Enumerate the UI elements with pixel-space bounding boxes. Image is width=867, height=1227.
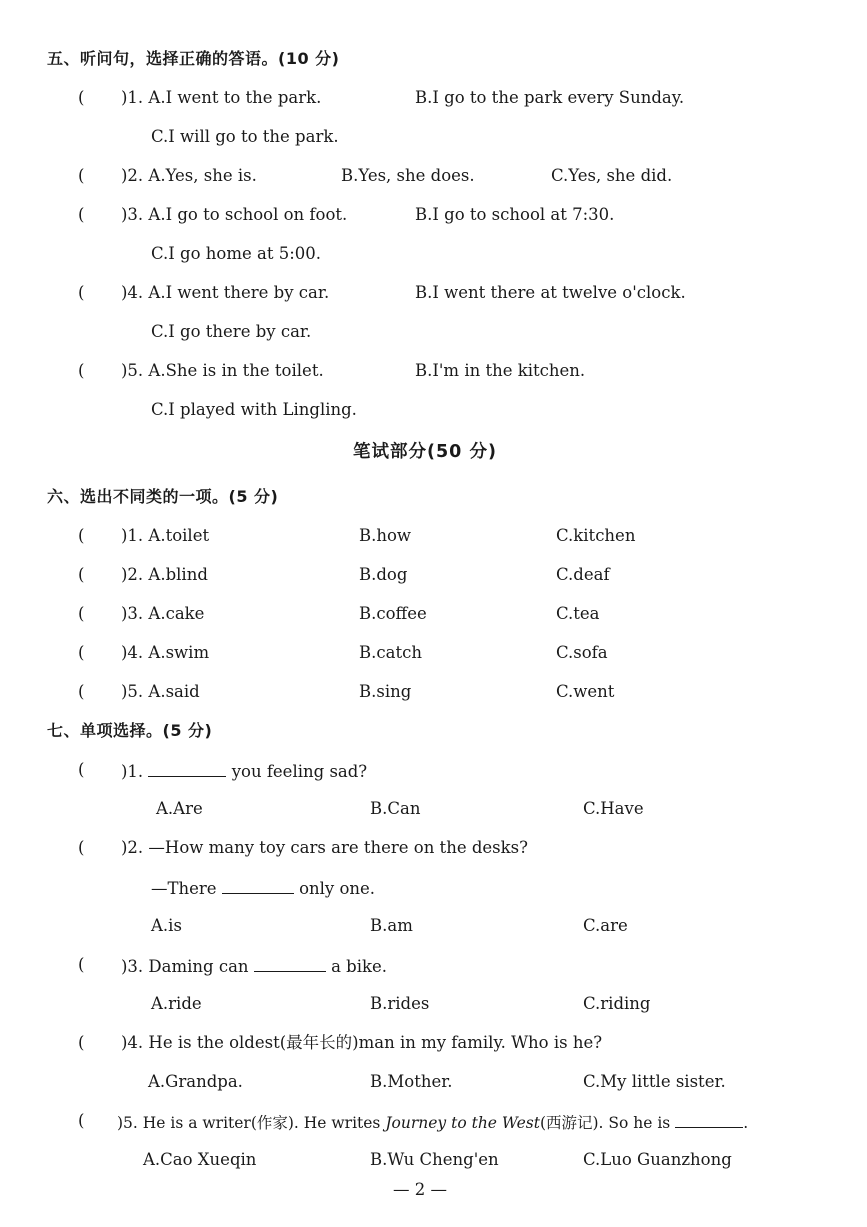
page-number: — 2 — [393,1180,447,1199]
s7-q3-prefix: )3. Daming can [121,957,249,976]
s7-q2-a: A.is [151,916,182,935]
s5-q1-b: B.I go to the park every Sunday. [415,88,685,107]
s6-q2-b: B.dog [359,565,408,584]
s7-q1-text: you feeling sad? [231,762,368,781]
s7-q3-a: A.ride [151,994,202,1013]
s6-q5-b: B.sing [359,682,412,701]
s5-q1-a: )1. A.I went to the park. [121,88,322,107]
answer-blank[interactable] [254,955,326,972]
s5-q2-a: )2. A.Yes, she is. [121,166,257,185]
answer-paren: ( [78,88,85,107]
s5-q5-b: B.I'm in the kitchen. [415,361,586,380]
s7-q5-end: . [743,1114,749,1132]
s5-q4-c: C.I go there by car. [151,322,312,341]
s7-q5-stem [117,1111,748,1133]
answer-paren: ( [78,361,85,380]
answer-paren: ( [78,604,85,623]
answer-blank[interactable] [675,1111,743,1128]
s7-q5-prefix: )5. He is a writer(作家). He writes [117,1114,381,1132]
s7-q4-a: A.Grandpa. [148,1072,243,1091]
s7-q2-line2 [151,877,375,899]
s7-q5-c: C.Luo Guanzhong [583,1150,732,1169]
s5-q4-b: B.I went there at twelve o'clock. [415,283,686,302]
s7-q1-c: C.Have [583,799,644,818]
s6-q2-a: )2. A.blind [121,565,208,584]
s6-q1-c: C.kitchen [556,526,636,545]
s5-q2-b: B.Yes, she does. [341,166,475,185]
s6-q2-c: C.deaf [556,565,610,584]
s5-q2-c: C.Yes, she did. [551,166,673,185]
answer-paren: ( [78,565,85,584]
s7-q3-b: B.rides [370,994,430,1013]
s7-q5-b: B.Wu Cheng'en [370,1150,499,1169]
answer-paren: ( [78,838,85,857]
answer-blank[interactable] [148,760,226,777]
s7-q2-prefix: —There [151,879,217,898]
s7-q1-b: B.Can [370,799,421,818]
answer-paren: ( [78,1033,85,1052]
s7-q2-line1: )2. —How many toy cars are there on the desks? [121,838,528,857]
answer-blank[interactable] [222,877,294,894]
s7-q4-stem: )4. He is the oldest(最年长的)man in my family. Who is he? [121,1033,603,1052]
section-6-heading: 六、选出不同类的一项。(5 分) [47,487,279,506]
s7-q4-c: C.My little sister. [583,1072,726,1091]
s7-q1-number: )1. [121,762,144,781]
answer-paren: ( [78,643,85,662]
s6-q4-c: C.sofa [556,643,608,662]
s7-q2-suffix: only one. [299,879,376,898]
s7-q5-book-title: Journey to the West [385,1114,540,1132]
answer-paren: ( [78,760,85,779]
s6-q4-b: B.catch [359,643,422,662]
s7-q2-c: C.are [583,916,628,935]
s5-q3-a: )3. A.I go to school on foot. [121,205,348,224]
answer-paren: ( [78,955,85,974]
answer-paren: ( [78,166,85,185]
s5-q4-a: )4. A.I went there by car. [121,283,330,302]
s7-q5-a: A.Cao Xueqin [143,1150,257,1169]
s6-q3-a: )3. A.cake [121,604,205,623]
answer-paren: ( [78,283,85,302]
s7-q5-mid: (西游记). So he is [539,1114,671,1132]
s5-q5-c: C.I played with Lingling. [151,400,357,419]
written-part-title: 笔试部分(50 分) [353,442,497,462]
s6-q5-c: C.went [556,682,615,701]
s5-q5-a: )5. A.She is in the toilet. [121,361,324,380]
s7-q1-stem [121,760,367,782]
s6-q3-b: B.coffee [359,604,427,623]
answer-paren: ( [78,526,85,545]
answer-paren: ( [78,205,85,224]
s7-q4-b: B.Mother. [370,1072,453,1091]
answer-paren: ( [78,1111,85,1130]
s5-q3-b: B.I go to school at 7:30. [415,205,615,224]
s6-q5-a: )5. A.said [121,682,200,701]
s5-q1-c: C.I will go to the park. [151,127,339,146]
section-5-heading: 五、听问句，选择正确的答语。(10 分) [47,49,340,68]
s5-q3-c: C.I go home at 5:00. [151,244,322,263]
s7-q3-stem [121,955,387,977]
s6-q1-b: B.how [359,526,412,545]
s6-q3-c: C.tea [556,604,600,623]
s6-q4-a: )4. A.swim [121,643,210,662]
s7-q2-b: B.am [370,916,413,935]
section-7-heading: 七、单项选择。(5 分) [47,721,213,740]
s7-q3-c: C.riding [583,994,651,1013]
s7-q3-suffix: a bike. [331,957,387,976]
s6-q1-a: )1. A.toilet [121,526,210,545]
s7-q1-a: A.Are [156,799,203,818]
answer-paren: ( [78,682,85,701]
